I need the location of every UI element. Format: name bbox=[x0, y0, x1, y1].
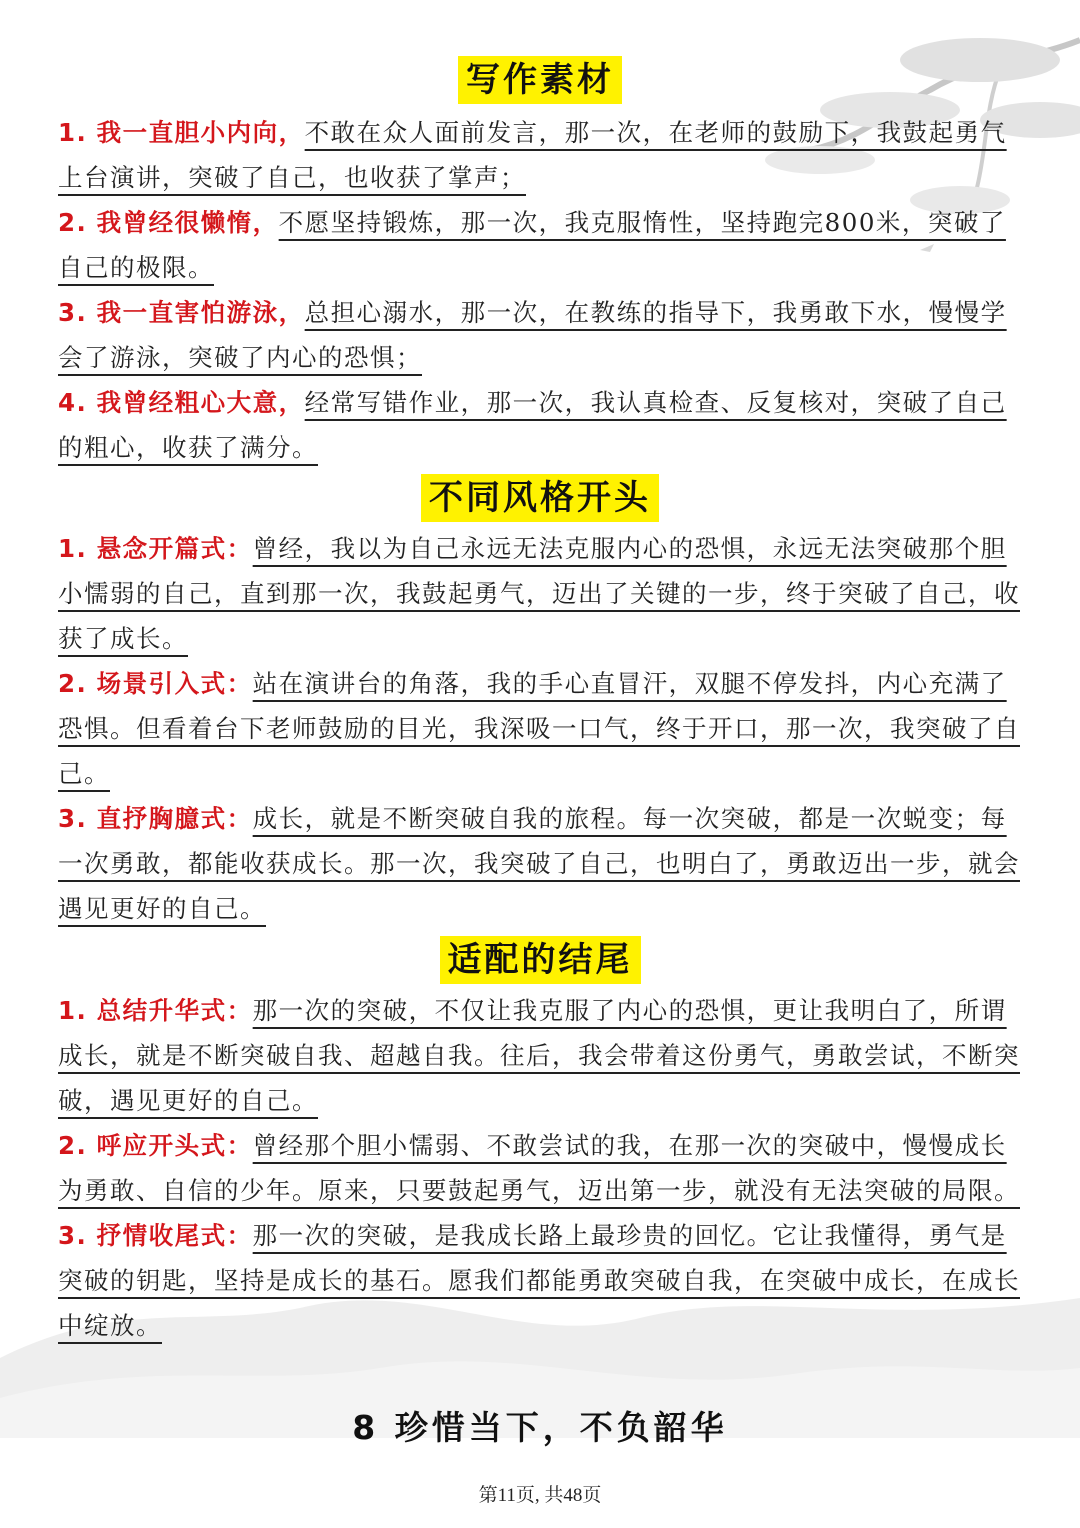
list-item bbox=[58, 1213, 1020, 1348]
item-lead: 我一直胆小内向， bbox=[96, 118, 305, 147]
list-item bbox=[58, 661, 1020, 796]
section-title: 适配的结尾 bbox=[440, 936, 641, 984]
item-body: 不愿坚持锻炼，那一次，我克服惰性，坚持跑完800米，突破了自己的极限。 bbox=[58, 208, 1006, 282]
item-lead: 我曾经粗心大意， bbox=[96, 388, 305, 417]
section-title: 写作素材 bbox=[458, 56, 622, 104]
section-title-wrap bbox=[0, 474, 1080, 522]
section-title-wrap bbox=[0, 56, 1080, 104]
item-number: 3. bbox=[58, 1221, 88, 1250]
item-lead: 直抒胸臆式： bbox=[96, 804, 253, 833]
item-number: 2. bbox=[58, 208, 88, 237]
item-body: 不敢在众人面前发言，那一次，在老师的鼓励下，我鼓起勇气上台演讲，突破了自己，也收获了掌声； bbox=[58, 118, 1007, 192]
section-openings bbox=[58, 526, 1020, 931]
item-lead: 悬念开篇式： bbox=[96, 534, 253, 563]
item-body: 成长，就是不断突破自我的旅程。每一次突破，都是一次蜕变；每一次勇敢，都能收获成长。那一次，我突破了自己，也明白了，勇敢迈出一步，就会遇见更好的自己。 bbox=[58, 804, 1020, 923]
item-body: 经常写错作业，那一次，我认真检查、反复核对，突破了自己的粗心，收获了满分。 bbox=[58, 388, 1007, 462]
item-body: 曾经那个胆小懦弱、不敢尝试的我，在那一次的突破中，慢慢成长为勇敢、自信的少年。原来，只要鼓起勇气，迈出第一步，就没有无法突破的局限。 bbox=[58, 1131, 1020, 1205]
item-number: 1. bbox=[58, 996, 88, 1025]
item-body: 总担心溺水，那一次，在教练的指导下，我勇敢下水，慢慢学会了游泳，突破了内心的恐惧； bbox=[58, 298, 1007, 372]
item-number: 4. bbox=[58, 388, 88, 417]
item-lead: 呼应开头式： bbox=[96, 1131, 253, 1160]
list-item bbox=[58, 1123, 1020, 1213]
item-lead: 总结升华式： bbox=[96, 996, 253, 1025]
list-item bbox=[58, 796, 1020, 931]
section-endings bbox=[58, 988, 1020, 1348]
item-body: 站在演讲台的角落，我的手心直冒汗，双腿不停发抖，内心充满了恐惧。但看着台下老师鼓励的目光，我深吸一口气，终于开口，那一次，我突破了自己。 bbox=[58, 669, 1020, 788]
item-lead: 我一直害怕游泳， bbox=[96, 298, 305, 327]
list-item bbox=[58, 290, 1020, 380]
list-item bbox=[58, 526, 1020, 661]
item-lead: 场景引入式： bbox=[96, 669, 253, 698]
item-number: 2. bbox=[58, 669, 88, 698]
page-number: 第11页, 共48页 bbox=[478, 1485, 602, 1506]
list-item bbox=[58, 110, 1020, 200]
item-lead: 抒情收尾式： bbox=[96, 1221, 253, 1250]
list-item bbox=[58, 988, 1020, 1123]
section-title: 不同风格开头 bbox=[421, 474, 659, 522]
section-materials bbox=[58, 110, 1020, 470]
item-number: 1. bbox=[58, 118, 88, 147]
item-lead: 我曾经很懒惰， bbox=[96, 208, 279, 237]
item-body: 那一次的突破，不仅让我克服了内心的恐惧，更让我明白了，所谓成长，就是不断突破自我、超越自我。往后，我会带着这份勇气，勇敢尝试，不断突破，遇见更好的自己。 bbox=[58, 996, 1020, 1115]
item-number: 1. bbox=[58, 534, 88, 563]
next-chapter-title: 8 珍惜当下，不负韶华 bbox=[352, 1408, 728, 1447]
item-body: 那一次的突破，是我成长路上最珍贵的回忆。它让我懂得，勇气是突破的钥匙，坚持是成长的基石。愿我们都能勇敢突破自我，在突破中成长，在成长中绽放。 bbox=[58, 1221, 1020, 1340]
section-title-wrap bbox=[0, 936, 1080, 984]
item-number: 2. bbox=[58, 1131, 88, 1160]
item-body: 曾经，我以为自己永远无法克服内心的恐惧，永远无法突破那个胆小懦弱的自己，直到那一次，我鼓起勇气，迈出了关键的一步，终于突破了自己，收获了成长。 bbox=[58, 534, 1020, 653]
item-number: 3. bbox=[58, 804, 88, 833]
item-number: 3. bbox=[58, 298, 88, 327]
list-item bbox=[58, 200, 1020, 290]
list-item bbox=[58, 380, 1020, 470]
